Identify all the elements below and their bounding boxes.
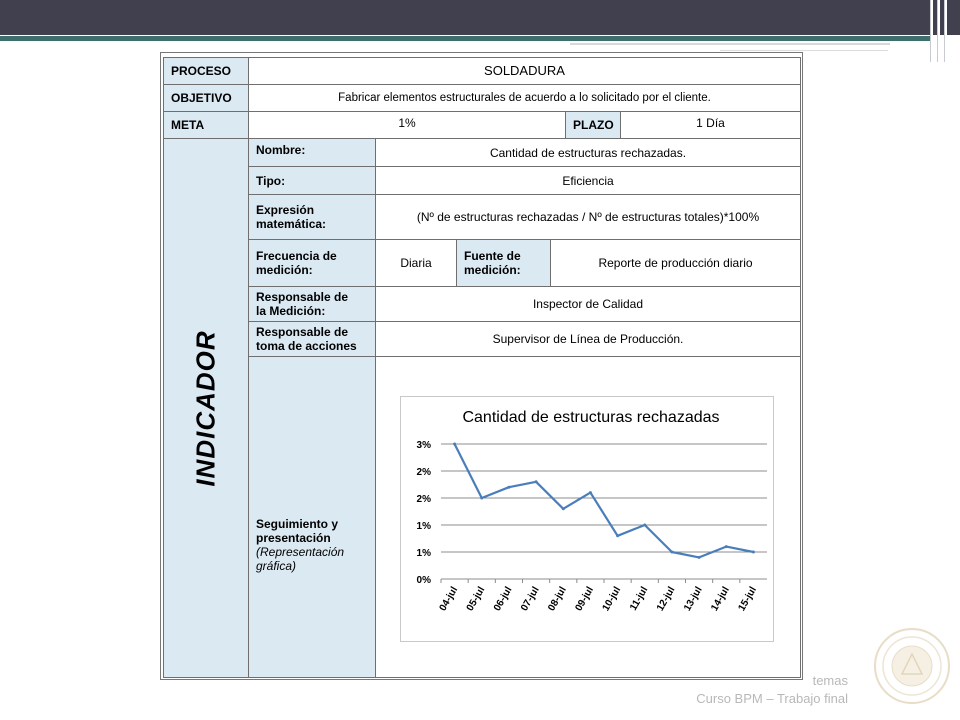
y-axis-ticks <box>417 440 432 586</box>
plazo-value: 1 Día <box>620 111 801 139</box>
x-tick-label: 14-jul <box>709 585 732 614</box>
tipo-label: Tipo: <box>248 166 376 195</box>
resp-medicion-label-line1: Responsable de <box>256 290 349 304</box>
series-line <box>455 444 754 557</box>
chart-title: Cantidad de estructuras rechazadas <box>462 409 720 426</box>
university-seal-icon <box>872 626 952 706</box>
resp-acciones-label-line1: Responsable de <box>256 325 349 339</box>
data-point <box>752 551 755 554</box>
x-axis-ticks <box>438 579 760 613</box>
resp-medicion-label <box>248 286 376 322</box>
chart-series <box>453 443 755 559</box>
resp-acciones-label-line2: toma de acciones <box>256 339 357 353</box>
chart-svg <box>401 397 775 643</box>
seguimiento-label <box>248 356 376 678</box>
resp-acciones-label <box>248 321 376 357</box>
nombre-value: Cantidad de estructuras rechazadas. <box>375 138 801 167</box>
frecuencia-value: Diaria <box>375 239 457 287</box>
y-tick-label: 2% <box>416 467 431 478</box>
x-tick-label: 06-jul <box>491 585 515 614</box>
fuente-value: Reporte de producción diario <box>550 239 801 287</box>
x-tick-label: 15-jul <box>736 585 760 614</box>
data-point <box>616 534 619 537</box>
x-tick-label: 07-jul <box>519 585 542 614</box>
fuente-label-line2: medición: <box>464 263 521 277</box>
fuente-label-line1: Fuente de <box>464 249 521 263</box>
data-point <box>643 524 646 527</box>
footer <box>696 672 848 708</box>
x-tick-label: 09-jul <box>573 585 597 614</box>
objetivo-label: OBJETIVO <box>163 84 249 112</box>
seguimiento-label-line2: presentación <box>256 531 331 545</box>
expresion-value: (Nº de estructuras rechazadas / Nº de estructuras totales)*100% <box>375 194 801 240</box>
decorative-bars <box>930 0 952 62</box>
data-point <box>698 556 701 559</box>
x-tick-label: 13-jul <box>682 585 705 614</box>
tipo-value: Eficiencia <box>375 166 801 195</box>
frecuencia-label-line2: medición: <box>256 263 313 277</box>
line-chart <box>400 396 774 642</box>
resp-acciones-value: Supervisor de Línea de Producción. <box>375 321 801 357</box>
y-tick-label: 1% <box>416 548 431 559</box>
chart-grid <box>441 444 767 579</box>
divider-line-secondary <box>720 50 888 51</box>
y-tick-label: 3% <box>416 440 431 451</box>
seguimiento-label-line1: Seguimiento y <box>256 517 339 531</box>
resp-medicion-value: Inspector de Calidad <box>375 286 801 322</box>
fuente-label <box>456 239 551 287</box>
y-tick-label: 1% <box>416 521 431 532</box>
proceso-label: PROCESO <box>163 57 249 85</box>
data-point <box>562 507 565 510</box>
x-tick-label: 12-jul <box>654 585 678 614</box>
data-point <box>589 491 592 494</box>
x-tick-label: 10-jul <box>600 585 624 614</box>
footer-line1: temas <box>812 673 848 688</box>
seguimiento-label-line3: (Representación <box>256 545 345 559</box>
nombre-label: Nombre: <box>248 138 376 167</box>
frecuencia-label-line1: Frecuencia de <box>256 249 337 263</box>
data-point <box>453 443 456 446</box>
y-tick-label: 0% <box>416 575 431 586</box>
x-tick-label: 05-jul <box>464 585 488 614</box>
title-bar <box>0 0 960 35</box>
y-tick-label: 2% <box>416 494 431 505</box>
seguimiento-label-line4: gráfica) <box>256 559 297 573</box>
proceso-value: SOLDADURA <box>248 57 801 85</box>
x-tick-label: 04-jul <box>437 585 461 614</box>
expresion-label-line1: Expresión <box>256 203 315 217</box>
meta-value: 1% <box>248 111 566 139</box>
frecuencia-label <box>248 239 376 287</box>
accent-line <box>0 36 930 41</box>
indicador-text: INDICADOR <box>190 329 221 487</box>
expresion-label <box>248 194 376 240</box>
data-point <box>725 545 728 548</box>
footer-line2: Curso BPM – Trabajo final <box>696 691 848 706</box>
data-point <box>480 497 483 500</box>
indicador-label <box>163 138 249 678</box>
expresion-label-line2: matemática: <box>256 217 327 231</box>
plazo-label: PLAZO <box>565 111 621 139</box>
meta-label: META <box>163 111 249 139</box>
data-point <box>507 486 510 489</box>
data-point <box>535 480 538 483</box>
data-point <box>670 551 673 554</box>
divider-line <box>570 43 890 45</box>
resp-medicion-label-line2: la Medición: <box>256 304 326 318</box>
x-tick-label: 11-jul <box>628 585 651 613</box>
objetivo-value: Fabricar elementos estructurales de acuerdo a lo solicitado por el cliente. <box>248 84 801 112</box>
x-tick-label: 08-jul <box>546 585 569 614</box>
